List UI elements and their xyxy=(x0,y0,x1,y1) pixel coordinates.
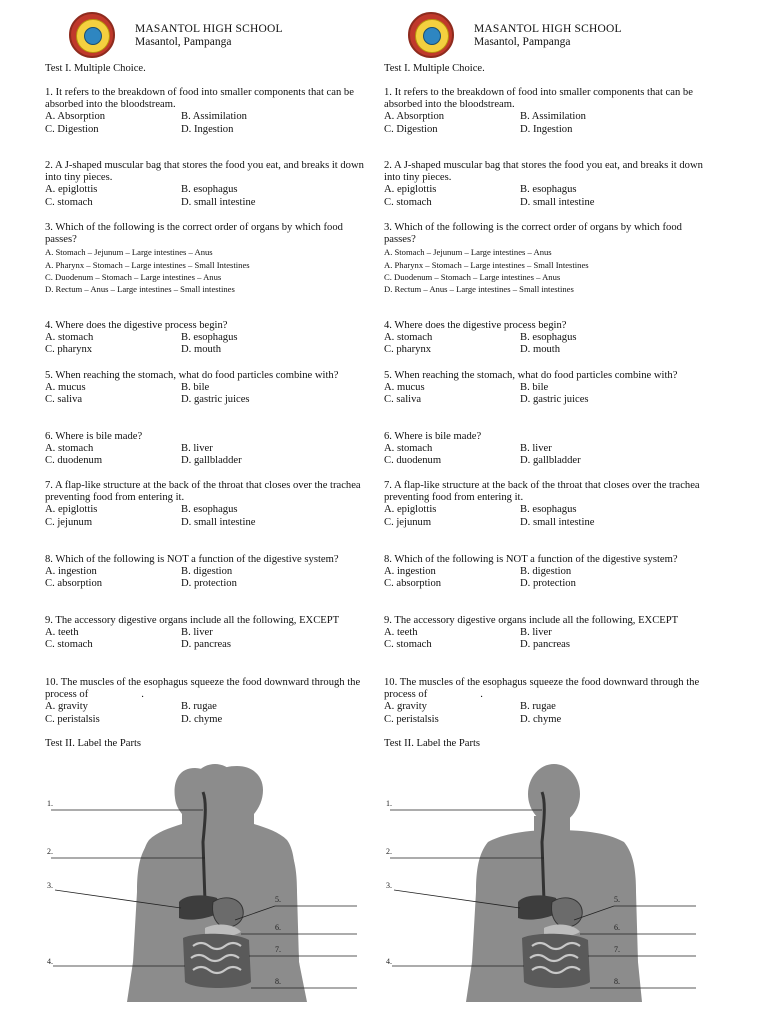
question-5 xyxy=(384,370,714,407)
option: A. Pharynx – Stomach – Large intestines – Small Intestines xyxy=(384,259,589,270)
school-header xyxy=(69,12,369,62)
option: D. Ingestion xyxy=(520,123,573,135)
option: C. jejunum xyxy=(384,516,432,528)
option: B. bile xyxy=(181,382,210,394)
question-9 xyxy=(384,615,714,652)
option: C. absorption xyxy=(384,578,442,590)
option: A. Absorption xyxy=(384,111,445,123)
option: B. bile xyxy=(520,382,549,394)
question-5 xyxy=(45,370,375,407)
option: C. absorption xyxy=(45,578,103,590)
digestive-system-diagram xyxy=(45,762,375,1002)
question-stem: 4. Where does the digestive process begin? xyxy=(384,320,567,331)
option: D. gallbladder xyxy=(181,455,242,467)
label-number-8: 8. xyxy=(275,977,281,986)
option: C. Duodenum – Stomach – Large intestines – Anus xyxy=(384,271,561,282)
question-10 xyxy=(45,677,375,726)
question-stem: 2. A J-shaped muscular bag that stores the food you eat, and breaks it down into tiny pieces. xyxy=(45,160,364,184)
question-1 xyxy=(384,87,714,136)
option: B. liver xyxy=(520,443,552,455)
school-seal-icon xyxy=(69,12,115,58)
option: D. protection xyxy=(181,578,237,590)
option: B. esophagus xyxy=(520,332,577,344)
question-stem: 5. When reaching the stomach, what do food particles combine with? xyxy=(384,370,678,381)
option: C. stomach xyxy=(384,639,432,651)
question-8 xyxy=(45,554,375,591)
label-number-3: 3. xyxy=(47,881,53,890)
question-stem: 7. A flap-like structure at the back of the throat that closes over the trachea preventing food from entering it. xyxy=(45,480,361,504)
option: B. esophagus xyxy=(181,184,238,196)
question-stem: 1. It refers to the breakdown of food into smaller components that can be absorbed into the bloodstream. xyxy=(384,87,693,111)
option: B. Assimilation xyxy=(181,111,247,123)
option: B. esophagus xyxy=(181,332,238,344)
option: D. protection xyxy=(520,578,576,590)
question-6 xyxy=(45,431,375,468)
option: B. rugae xyxy=(181,701,217,713)
option: A. teeth xyxy=(45,627,79,639)
option: A. gravity xyxy=(45,701,88,713)
question-9 xyxy=(45,615,375,652)
label-number-6: 6. xyxy=(614,923,620,932)
option: D. small intestine xyxy=(181,516,256,528)
question-stem: 10. The muscles of the esophagus squeeze the food downward through the process of . xyxy=(45,677,363,701)
option: A. gravity xyxy=(384,701,427,713)
question-stem: 4. Where does the digestive process begin? xyxy=(45,320,228,331)
question-stem: 5. When reaching the stomach, what do food particles combine with? xyxy=(45,370,339,381)
question-stem: 9. The accessory digestive organs include all the following, EXCEPT xyxy=(384,615,679,626)
human-body-silhouette xyxy=(45,762,375,1002)
option: A. ingestion xyxy=(384,566,436,578)
human-body-silhouette xyxy=(384,762,714,1002)
label-number-3: 3. xyxy=(386,881,392,890)
option: D. Rectum – Anus – Large intestines – Small intestines xyxy=(384,284,574,295)
option: A. ingestion xyxy=(45,566,97,578)
option: C. peristalsis xyxy=(384,713,439,725)
question-stem: 7. A flap-like structure at the back of the throat that closes over the trachea preventing food from entering it. xyxy=(384,480,700,504)
question-stem: 2. A J-shaped muscular bag that stores the food you eat, and breaks it down into tiny pieces. xyxy=(384,160,703,184)
option: A. stomach xyxy=(384,443,433,455)
school-location: Masantol, Pampanga xyxy=(474,36,571,48)
option: A. mucus xyxy=(45,382,86,394)
option: D. mouth xyxy=(520,344,561,356)
option: A. epiglottis xyxy=(45,184,98,196)
question-8 xyxy=(384,554,714,591)
option: A. epiglottis xyxy=(45,504,98,516)
option: C. jejunum xyxy=(45,516,93,528)
option: A. Stomach – Jejunum – Large intestines – Anus xyxy=(384,247,552,258)
question-2 xyxy=(384,160,714,209)
question-4 xyxy=(45,320,375,357)
option: D. mouth xyxy=(181,344,222,356)
option: A. Pharynx – Stomach – Large intestines – Small Intestines xyxy=(45,259,250,270)
option: B. esophagus xyxy=(520,184,577,196)
question-stem: 3. Which of the following is the correct order of organs by which food passes? xyxy=(45,222,343,246)
question-stem: 3. Which of the following is the correct order of organs by which food passes? xyxy=(384,222,682,246)
option: A. stomach xyxy=(384,332,433,344)
question-6 xyxy=(384,431,714,468)
option: A. stomach xyxy=(45,332,94,344)
label-number-5: 5. xyxy=(275,895,281,904)
question-stem: 9. The accessory digestive organs include all the following, EXCEPT xyxy=(45,615,340,626)
question-1 xyxy=(45,87,375,136)
option: D. small intestine xyxy=(181,196,256,208)
school-seal-icon xyxy=(408,12,454,58)
question-4 xyxy=(384,320,714,357)
option: A. teeth xyxy=(384,627,418,639)
option: B. liver xyxy=(181,443,213,455)
option: C. pharynx xyxy=(384,344,432,356)
label-number-4: 4. xyxy=(47,957,53,966)
option: D. small intestine xyxy=(520,196,595,208)
question-stem: 6. Where is bile made? xyxy=(45,431,143,442)
option: D. chyme xyxy=(520,713,562,725)
label-number-7: 7. xyxy=(614,945,620,954)
option: C. saliva xyxy=(384,394,422,406)
option: D. gastric juices xyxy=(520,394,589,406)
school-name: MASANTOL HIGH SCHOOL xyxy=(474,23,622,35)
option: C. saliva xyxy=(45,394,83,406)
option: A. stomach xyxy=(45,443,94,455)
option: B. digestion xyxy=(520,566,572,578)
option: C. duodenum xyxy=(45,455,103,467)
question-10 xyxy=(384,677,714,726)
option: D. pancreas xyxy=(181,639,231,651)
question-3 xyxy=(384,222,714,295)
test1-title: Test I. Multiple Choice. xyxy=(45,63,146,74)
label-number-5: 5. xyxy=(614,895,620,904)
school-location: Masantol, Pampanga xyxy=(135,36,232,48)
question-stem: 8. Which of the following is NOT a function of the digestive system? xyxy=(45,554,339,565)
question-stem: 8. Which of the following is NOT a function of the digestive system? xyxy=(384,554,678,565)
label-number-4: 4. xyxy=(386,957,392,966)
question-stem: 6. Where is bile made? xyxy=(384,431,482,442)
label-number-6: 6. xyxy=(275,923,281,932)
test2-title: Test II. Label the Parts xyxy=(45,738,142,749)
option: C. stomach xyxy=(45,196,93,208)
option: B. esophagus xyxy=(181,504,238,516)
option: C. duodenum xyxy=(384,455,442,467)
option: C. Digestion xyxy=(45,123,99,135)
option: C. pharynx xyxy=(45,344,93,356)
option: C. Digestion xyxy=(384,123,438,135)
label-number-1: 1. xyxy=(47,799,53,808)
option: D. gallbladder xyxy=(520,455,581,467)
school-name: MASANTOL HIGH SCHOOL xyxy=(135,23,283,35)
option: D. chyme xyxy=(181,713,223,725)
option: B. digestion xyxy=(181,566,233,578)
worksheet-copy-right xyxy=(384,0,714,1024)
label-number-2: 2. xyxy=(47,847,53,856)
option: B. Assimilation xyxy=(520,111,586,123)
digestive-system-diagram xyxy=(384,762,714,1002)
question-7 xyxy=(384,480,714,529)
option: A. epiglottis xyxy=(384,184,437,196)
option: B. esophagus xyxy=(520,504,577,516)
school-header xyxy=(408,12,708,62)
option: C. Duodenum – Stomach – Large intestines – Anus xyxy=(45,271,222,282)
option: A. epiglottis xyxy=(384,504,437,516)
option: D. gastric juices xyxy=(181,394,250,406)
option: A. Stomach – Jejunum – Large intestines – Anus xyxy=(45,247,213,258)
label-number-7: 7. xyxy=(275,945,281,954)
option: B. liver xyxy=(520,627,552,639)
option: C. peristalsis xyxy=(45,713,100,725)
option: A. Absorption xyxy=(45,111,106,123)
label-number-8: 8. xyxy=(614,977,620,986)
question-7 xyxy=(45,480,375,529)
question-stem: 10. The muscles of the esophagus squeeze the food downward through the process of . xyxy=(384,677,702,701)
option: B. rugae xyxy=(520,701,556,713)
label-number-1: 1. xyxy=(386,799,392,808)
question-stem: 1. It refers to the breakdown of food into smaller components that can be absorbed into the bloodstream. xyxy=(45,87,354,111)
option: A. mucus xyxy=(384,382,425,394)
worksheet-copy-left xyxy=(45,0,375,1024)
option: B. liver xyxy=(181,627,213,639)
question-2 xyxy=(45,160,375,209)
option: D. small intestine xyxy=(520,516,595,528)
option: C. stomach xyxy=(384,196,432,208)
option: C. stomach xyxy=(45,639,93,651)
option: D. Ingestion xyxy=(181,123,234,135)
label-number-2: 2. xyxy=(386,847,392,856)
option: D. pancreas xyxy=(520,639,570,651)
test1-title: Test I. Multiple Choice. xyxy=(384,63,485,74)
question-3 xyxy=(45,222,375,295)
option: D. Rectum – Anus – Large intestines – Small intestines xyxy=(45,284,235,295)
test2-title: Test II. Label the Parts xyxy=(384,738,481,749)
